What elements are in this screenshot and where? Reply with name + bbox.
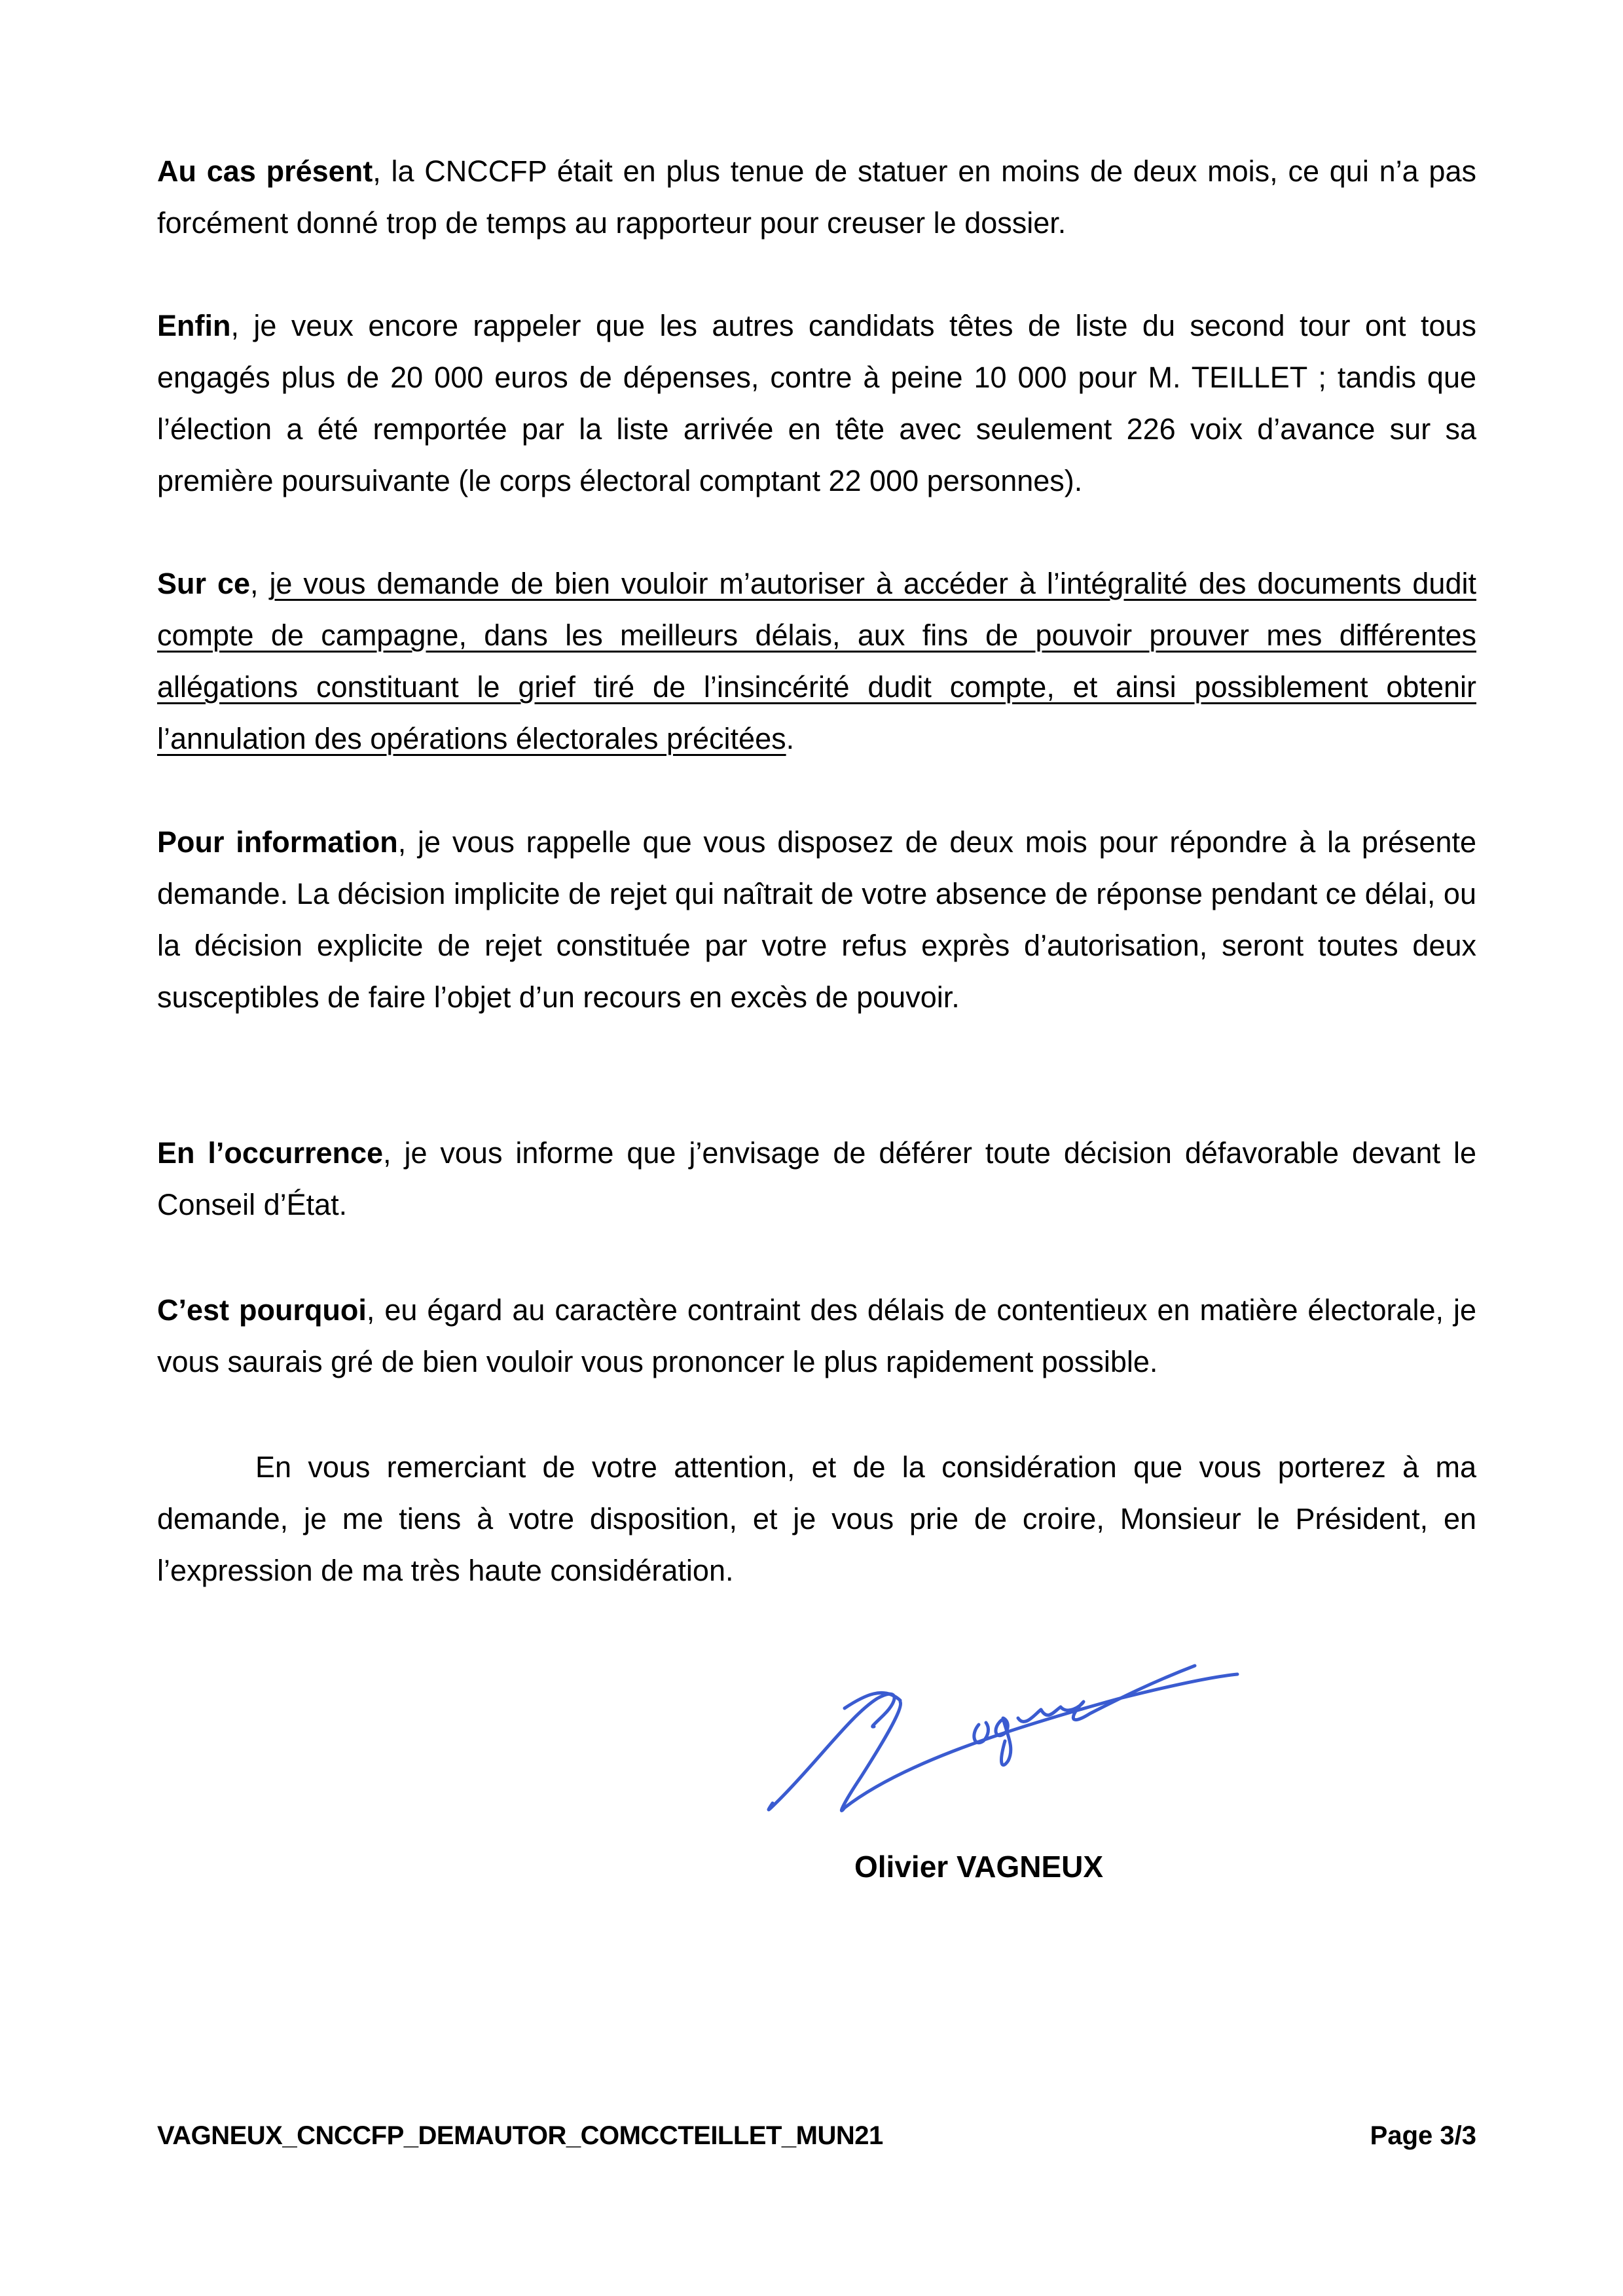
- underlined-request: je vous demande de bien vouloir m’autoriser à accéder à l’intégralité des documents dudit compte de campagne, dans les meilleurs délais, aux fins de pouvoir prouver mes différentes allégations constituant le grief tiré de l’insincérité dudit compte, et ainsi possiblement obtenir l’annulation des opérations électorales précitées: [157, 567, 1476, 755]
- handwritten-signature-icon: [727, 1636, 1290, 1852]
- paragraph-closing: [157, 1441, 1476, 1596]
- footer-page-number: Page 3/3: [1370, 2121, 1476, 2150]
- paragraph-au-cas-present: [157, 145, 1476, 249]
- paragraph-text: , je vous rappelle que vous disposez de deux mois pour répondre à la présente demande. La décision implicite de rejet qui naîtrait de votre absence de réponse pendant ce délai, ou la décision explicite de rejet constituée par votre refus exprès d’autorisation, seront toutes deux susceptibles de faire l’objet d’un recours en excès de pouvoir.: [157, 825, 1477, 1014]
- paragraph-enfin: [157, 300, 1476, 507]
- paragraph-lead: Sur ce: [157, 567, 250, 600]
- paragraph-lead: Pour information: [157, 825, 398, 859]
- paragraph-separator: ,: [250, 567, 270, 600]
- paragraph-tail: .: [786, 722, 795, 755]
- paragraph-lead: Enfin: [157, 309, 231, 342]
- paragraph-lead: C’est pourquoi: [157, 1293, 367, 1327]
- paragraph-lead: En l’occurrence: [157, 1136, 384, 1170]
- paragraph-lead: Au cas présent: [157, 154, 373, 188]
- signer-name: Olivier VAGNEUX: [854, 1850, 1104, 1884]
- paragraph-pour-information: [157, 816, 1476, 1023]
- paragraph-en-l-occurrence: [157, 1127, 1476, 1230]
- paragraph-sur-ce: [157, 558, 1476, 764]
- paragraph-text: , eu égard au caractère contraint des délais de contentieux en matière électorale, je vous saurais gré de bien vouloir vous prononcer le plus rapidement possible.: [157, 1293, 1476, 1378]
- paragraph-text: , je veux encore rappeler que les autres candidats têtes de liste du second tour ont tous engagés plus de 20 000 euros de dépenses, contre à peine 10 000 pour M. TEILLET ; tandis que l’élection a été remportée par la liste arrivée en tête avec seulement 226 voix d’avance sur sa première poursuivante (le corps électoral comptant 22 000 personnes).: [157, 309, 1476, 497]
- paragraph-c-est-pourquoi: [157, 1284, 1476, 1388]
- paragraph-text: En vous remerciant de votre attention, et de la considération que vous porterez à ma demande, je me tiens à votre disposition, et je vous prie de croire, Monsieur le Président, en l’expression de ma très haute considération.: [157, 1450, 1476, 1587]
- paragraph-text: , je vous informe que j’envisage de déférer toute décision défavorable devant le Conseil d’État.: [157, 1136, 1476, 1221]
- footer-reference: VAGNEUX_CNCCFP_DEMAUTOR_COMCCTEILLET_MUN21: [157, 2121, 883, 2150]
- paragraph-text: , la CNCCFP était en plus tenue de statuer en moins de deux mois, ce qui n’a pas forcément donné trop de temps au rapporteur pour creuser le dossier.: [157, 154, 1476, 240]
